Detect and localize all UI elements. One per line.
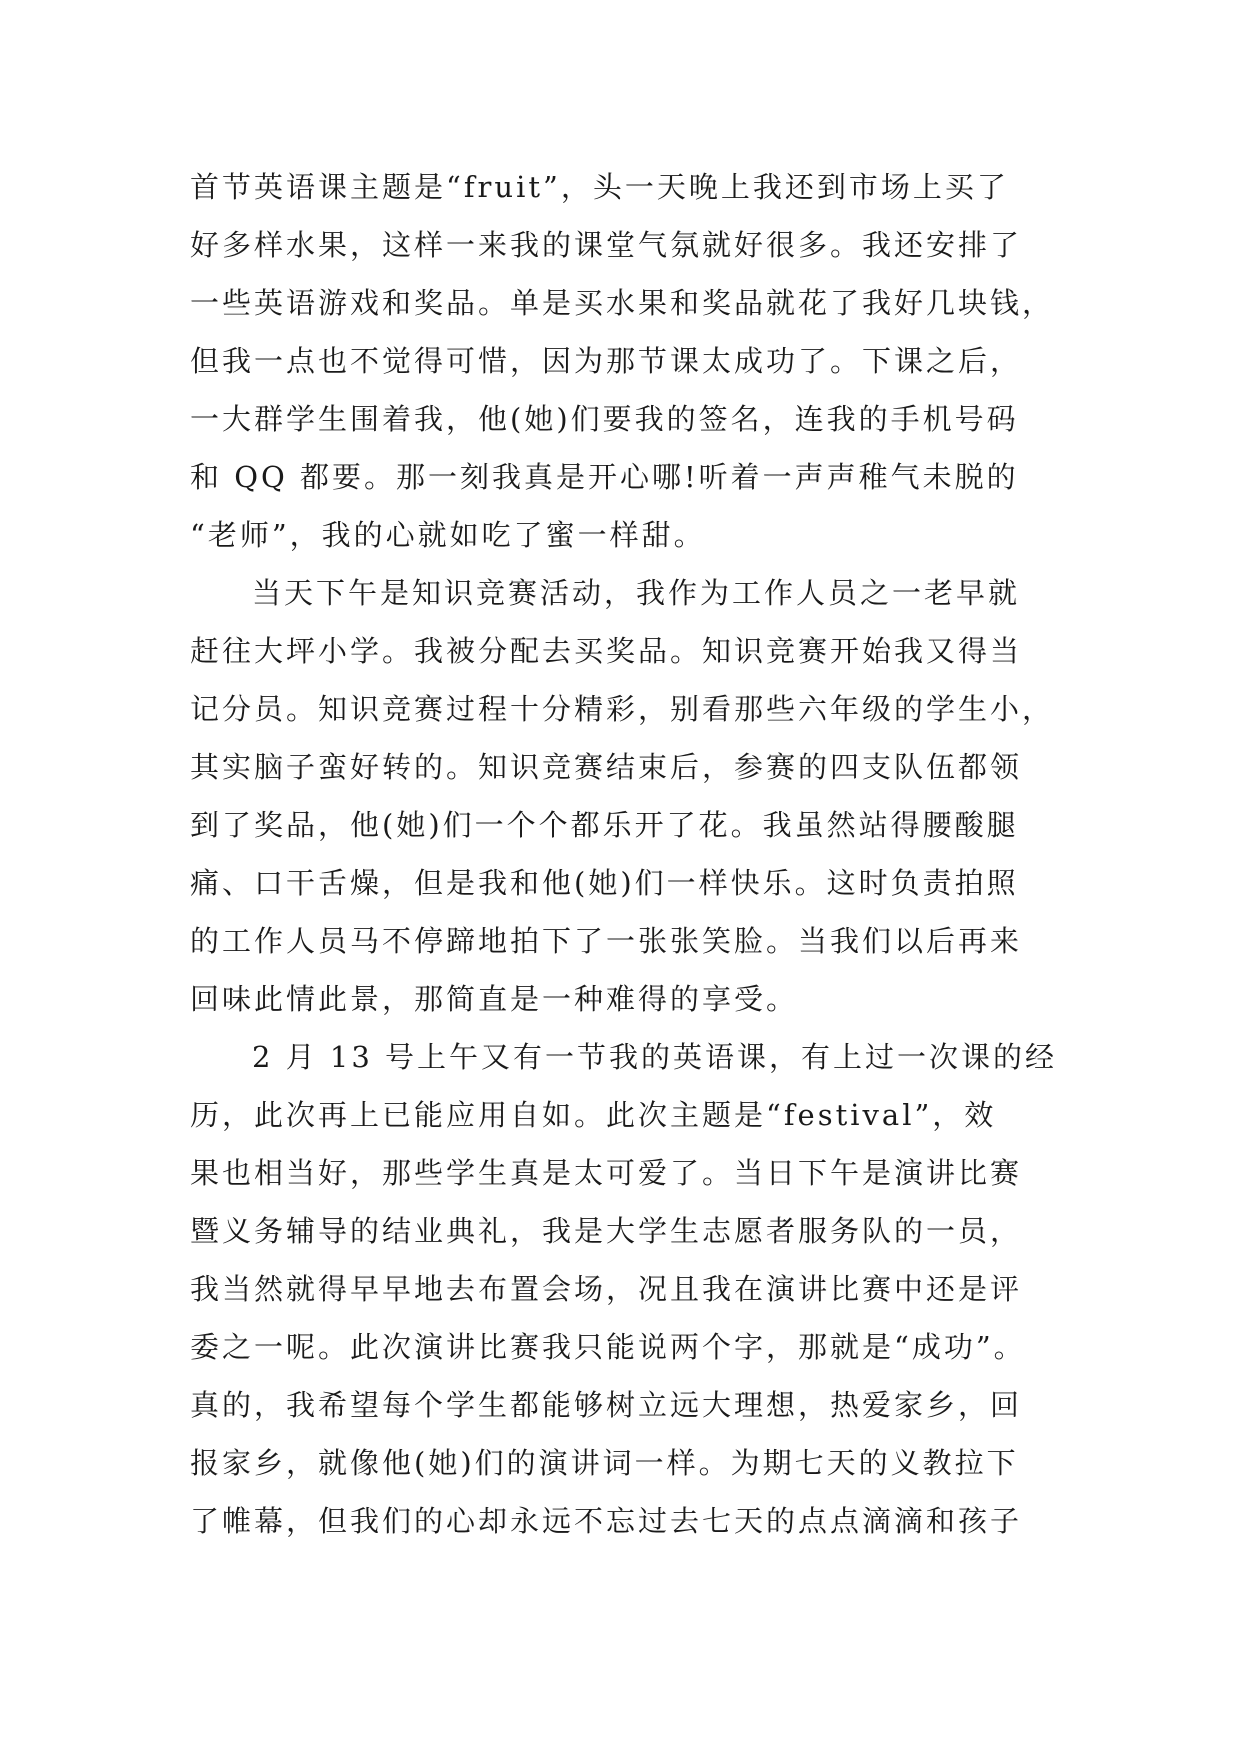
text-line: 一些英语游戏和奖品。单是买水果和奖品就花了我好几块钱， <box>190 286 1055 320</box>
text-line: 回味此情此景，那简直是一种难得的享受。 <box>190 982 799 1016</box>
paragraph-start-line: 2 月 13 号上午又有一节我的英语课，有上过一次课的经 <box>252 1040 1058 1074</box>
text-line: “老师”，我的心就如吃了蜜一样甜。 <box>190 518 706 552</box>
text-line: 记分员。知识竞赛过程十分精彩，别看那些六年级的学生小， <box>190 692 1055 726</box>
text-line: 委之一呢。此次演讲比赛我只能说两个字，那就是“成功”。 <box>190 1330 1026 1364</box>
text-line: 了帷幕，但我们的心却永远不忘过去七天的点点滴滴和孩子 <box>190 1504 1023 1538</box>
text-line: 好多样水果，这样一来我的课堂气氛就好很多。我还安排了 <box>190 228 1023 262</box>
text-line: 报家乡，就像他(她)们的演讲词一样。为期七天的义教拉下 <box>190 1446 1019 1480</box>
paragraph-start-line: 当天下午是知识竞赛活动，我作为工作人员之一老早就 <box>252 576 1021 610</box>
text-line: 其实脑子蛮好转的。知识竞赛结束后，参赛的四支队伍都领 <box>190 750 1023 784</box>
text-line: 到了奖品，他(她)们一个个都乐开了花。我虽然站得腰酸腿 <box>190 808 1019 842</box>
text-line: 赶往大坪小学。我被分配去买奖品。知识竞赛开始我又得当 <box>190 634 1023 668</box>
text-line: 暨义务辅导的结业典礼，我是大学生志愿者服务队的一员， <box>190 1214 1023 1248</box>
body-text <box>190 158 1090 1550</box>
text-line: 痛、口干舌燥，但是我和他(她)们一样快乐。这时负责拍照 <box>190 866 1019 900</box>
text-line: 首节英语课主题是“fruit”，头一天晚上我还到市场上买了 <box>190 170 1009 204</box>
text-line: 果也相当好，那些学生真是太可爱了。当日下午是演讲比赛 <box>190 1156 1023 1190</box>
text-line: 历，此次再上已能应用自如。此次主题是“festival”，效 <box>190 1098 997 1132</box>
text-line: 真的，我希望每个学生都能够树立远大理想，热爱家乡，回 <box>190 1388 1023 1422</box>
text-line: 但我一点也不觉得可惜，因为那节课太成功了。下课之后， <box>190 344 1023 378</box>
text-line: 一大群学生围着我，他(她)们要我的签名，连我的手机号码 <box>190 402 1019 436</box>
text-line: 的工作人员马不停蹄地拍下了一张张笑脸。当我们以后再来 <box>190 924 1023 958</box>
text-line: 和 QQ 都要。那一刻我真是开心哪!听着一声声稚气未脱的 <box>190 460 1019 494</box>
text-line: 我当然就得早早地去布置会场，况且我在演讲比赛中还是评 <box>190 1272 1023 1306</box>
